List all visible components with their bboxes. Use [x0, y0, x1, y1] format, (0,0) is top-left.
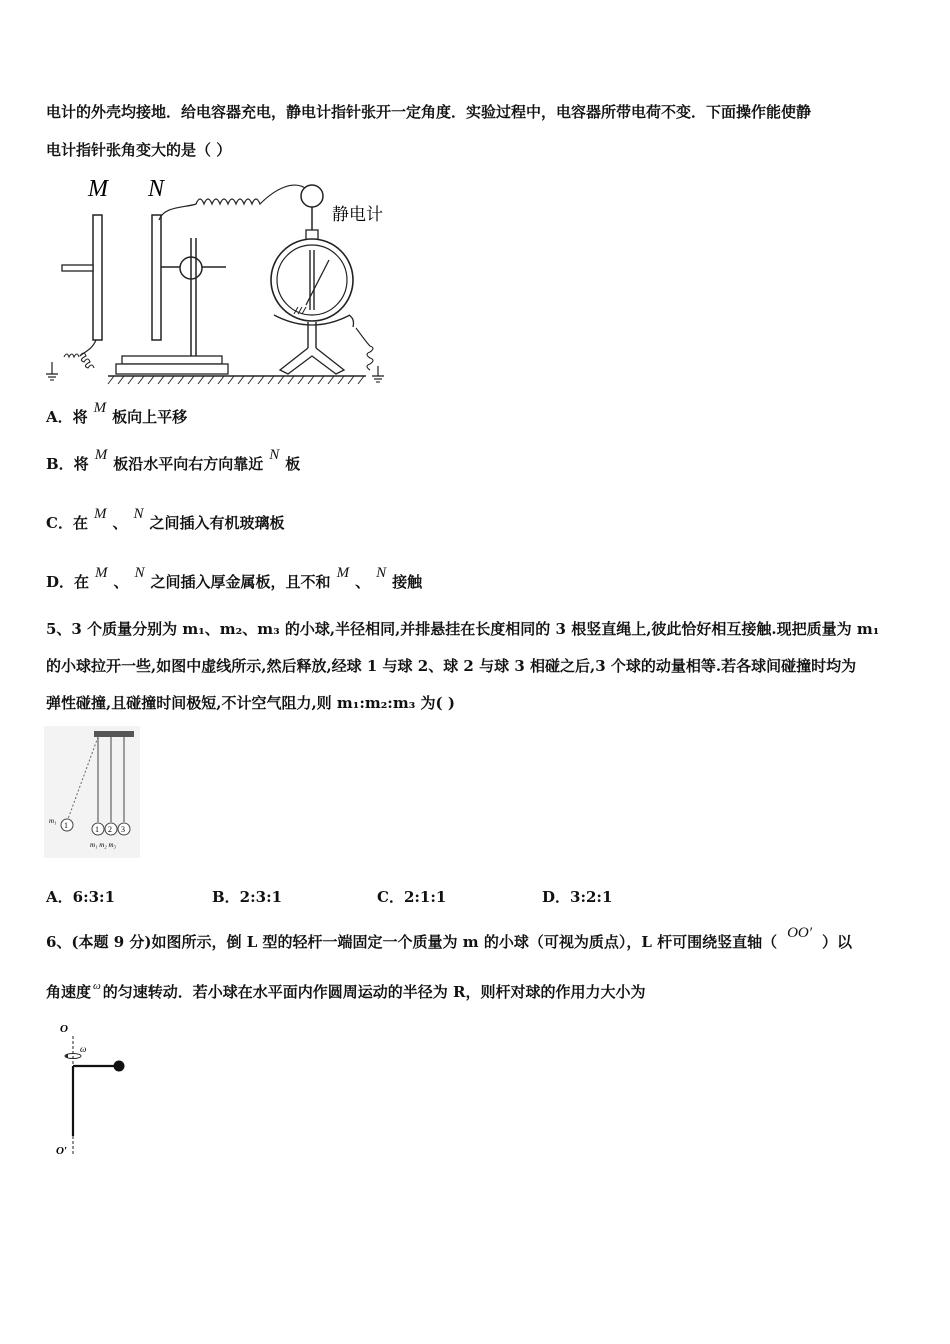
separator: 、 [113, 573, 129, 591]
option-c-prefix: C．在 [46, 514, 88, 532]
var-m: M [95, 565, 108, 581]
option-d-prefix: D．在 [46, 573, 90, 591]
option-b-prefix: B．将 [46, 455, 89, 473]
label-n: N [148, 176, 165, 202]
option-d-text: 之间插入厚金属板，且不和 [150, 573, 331, 591]
l-rod-figure [50, 1018, 140, 1160]
separator: 、 [112, 514, 128, 532]
q6-text-c: 角速度 [46, 983, 92, 1001]
label-m: M [88, 176, 108, 202]
q5-option-b[interactable]: B．2:3:1 [212, 888, 283, 906]
q6-text-a: 6、(本题 9 分)如图所示，倒 L 型的轻杆一端固定一个质量为 m 的小球（可视为质点），L 杆可围绕竖直轴（ [46, 933, 778, 951]
omega-label: ω [80, 1044, 87, 1054]
q6-text-b: ）以 [822, 933, 853, 951]
q6-line-1 [46, 925, 853, 953]
option-c[interactable] [46, 506, 285, 534]
option-b[interactable] [46, 447, 301, 475]
ball-1-left: 1 [64, 821, 68, 830]
q5-option-a[interactable]: A．6:3:1 [46, 888, 116, 906]
option-b-suffix: 板 [285, 455, 301, 473]
omega-symbol: ω [93, 980, 101, 992]
axis-o-top: O [60, 1023, 68, 1035]
var-n: N [133, 506, 144, 522]
option-a-text: 板向上平移 [112, 408, 188, 426]
pendulum-figure [44, 726, 140, 858]
q5-line-2: 的小球拉开一些,如图中虚线所示,然后释放,经球 1 与球 2、球 2 与球 3 相碰之后,3 个球的动量相等.若各球间碰撞时均为 [46, 657, 857, 675]
option-b-text: 板沿水平向右方向靠近 [113, 455, 264, 473]
var-m: M [336, 565, 350, 581]
q5-line-1: 5、3 个质量分别为 m₁、m₂、m₃ 的小球,半径相同,并排悬挂在长度相同的 3 根竖直绳上,彼此恰好相互接触.现把质量为 m₁ [46, 620, 880, 638]
separator: 、 [355, 573, 371, 591]
q5-line-3: 弹性碰撞,且碰撞时间极短,不计空气阻力,则 m₁:m₂:m₃ 为( ) [46, 694, 455, 712]
var-n: N [269, 447, 280, 463]
ball-2: 2 [108, 825, 112, 834]
var-m: M [93, 400, 107, 416]
pendulum-m1-label: m₁ [49, 817, 57, 825]
var-n: N [376, 565, 387, 581]
q5-option-d[interactable]: D．3:2:1 [542, 888, 613, 906]
axis-oo: OO′ [787, 925, 813, 941]
ball-3: 3 [121, 825, 125, 834]
q5-option-c[interactable]: C．2:1:1 [377, 888, 447, 906]
intro-line-1: 电计的外壳均接地．给电容器充电，静电计指针张开一定角度．实验过程中，电容器所带电荷不变．下面操作能使静 [46, 103, 812, 121]
option-d-suffix: 接触 [392, 573, 423, 591]
option-a[interactable] [46, 400, 188, 428]
var-m: M [93, 506, 107, 522]
option-d[interactable] [46, 565, 423, 593]
ball-subscripts: m₁ m₂ m₃ [90, 841, 116, 849]
option-a-prefix: A．将 [46, 408, 88, 426]
capacitor-electrometer-figure [44, 170, 394, 395]
label-electrometer: 静电计 [332, 205, 383, 224]
var-m: M [94, 447, 108, 463]
axis-o-bottom: O′ [56, 1145, 68, 1157]
q6-text-d: 的匀速转动．若小球在水平面内作圆周运动的半径为 R，则杆对球的作用力大小为 [102, 983, 646, 1001]
var-n: N [134, 565, 145, 581]
ball [114, 1061, 125, 1072]
option-c-text: 之间插入有机玻璃板 [149, 514, 285, 532]
intro-line-2: 电计指针张角变大的是（ ） [46, 141, 232, 159]
ball-1: 1 [95, 825, 99, 834]
ground-hatch [108, 376, 364, 384]
q6-line-2 [46, 982, 646, 1004]
